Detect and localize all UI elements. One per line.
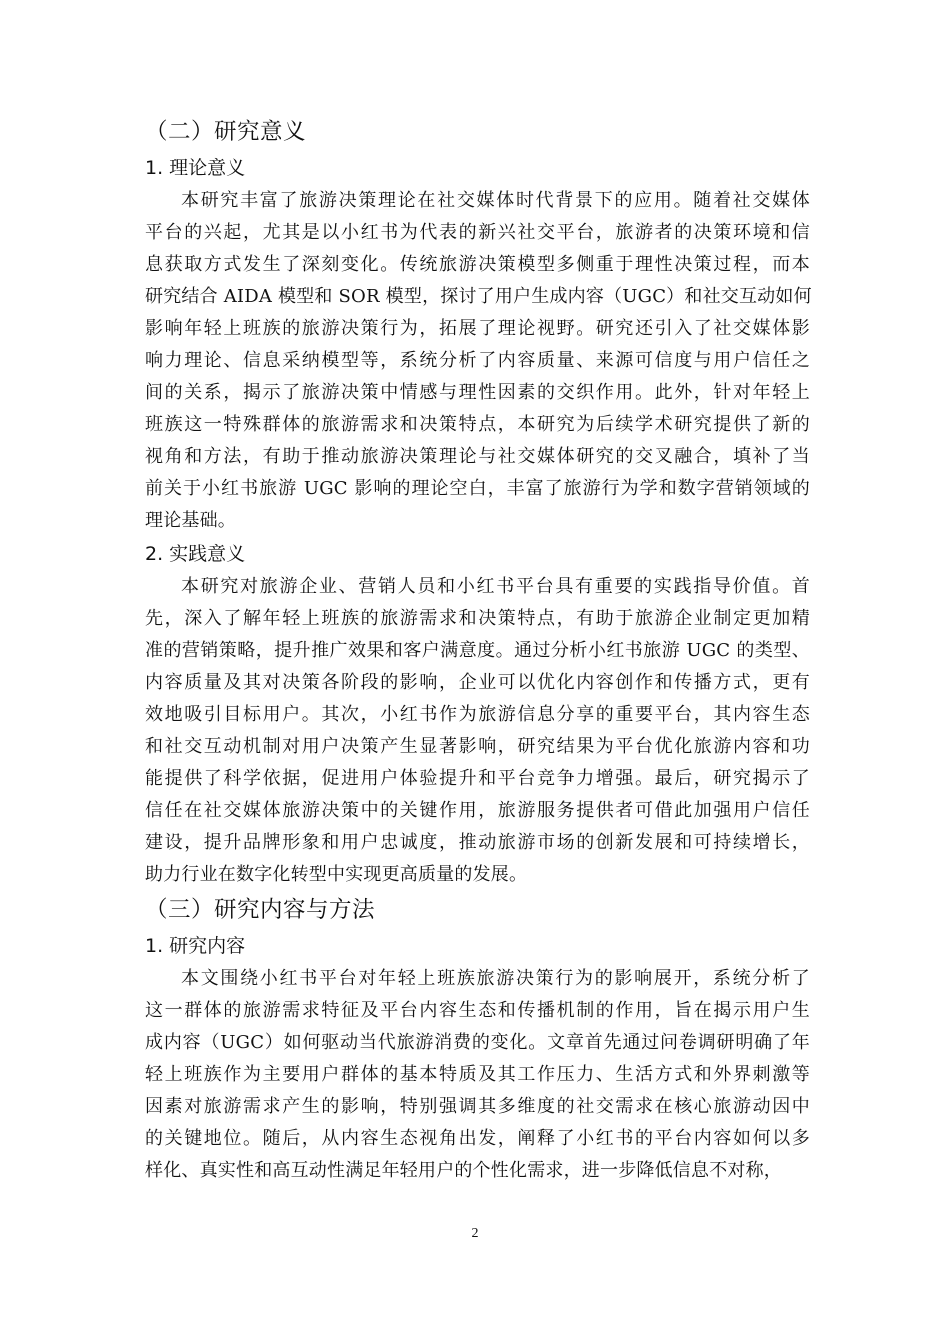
text-line: 准的营销策略，提升推广效果和客户满意度。通过分析小红书旅游 UGC 的类型、	[145, 640, 810, 661]
text-line: 因素对旅游需求产生的影响，特别强调其多维度的社交需求在核心旅游动因中	[145, 1096, 810, 1117]
text-line: 信任在社交媒体旅游决策中的关键作用，旅游服务提供者可借此加强用户信任	[145, 800, 810, 821]
paragraph	[145, 963, 810, 1187]
text-line: 这一群体的旅游需求特征及平台内容生态和传播机制的作用，旨在揭示用户生	[145, 1000, 810, 1021]
subsection-heading: 1. 研究内容	[145, 935, 246, 957]
text-line: 影响年轻上班族的旅游决策行为，拓展了理论视野。研究还引入了社交媒体影	[145, 318, 810, 339]
text-line: 轻上班族作为主要用户群体的基本特质及其工作压力、生活方式和外界刺激等	[145, 1064, 810, 1085]
text-line: 本文围绕小红书平台对年轻上班族旅游决策行为的影响展开，系统分析了	[181, 968, 810, 989]
text-line: 研究结合 AIDA 模型和 SOR 模型，探讨了用户生成内容（UGC）和社交互动如何	[145, 286, 812, 307]
text-line: 建设，提升品牌形象和用户忠诚度，推动旅游市场的创新发展和可持续增长，	[145, 832, 810, 853]
subsection-heading: 1. 理论意义	[145, 157, 246, 179]
text-line: 前关于小红书旅游 UGC 影响的理论空白，丰富了旅游行为学和数字营销领域的	[145, 478, 810, 499]
text-line: 本研究对旅游企业、营销人员和小红书平台具有重要的实践指导价值。首	[181, 576, 810, 597]
text-line: 先，深入了解年轻上班族的旅游需求和决策特点，有助于旅游企业制定更加精	[145, 608, 810, 629]
text-line: 息获取方式发生了深刻变化。传统旅游决策模型多侧重于理性决策过程，而本	[145, 254, 810, 275]
page-number: 2	[471, 1226, 479, 1241]
text-line: 和社交互动机制对用户决策产生显著影响，研究结果为平台优化旅游内容和功	[145, 736, 810, 757]
section-heading: （三）研究内容与方法	[145, 897, 376, 923]
text-line: 平台的兴起，尤其是以小红书为代表的新兴社交平台，旅游者的决策环境和信	[145, 222, 810, 243]
text-line: 理论基础。	[145, 510, 236, 531]
page-content	[145, 113, 810, 1187]
paragraph	[145, 185, 810, 537]
subsection-heading: 2. 实践意义	[145, 543, 246, 565]
text-line: 响力理论、信息采纳模型等，系统分析了内容质量、来源可信度与用户信任之	[145, 350, 810, 371]
text-line: 班族这一特殊群体的旅游需求和决策特点，本研究为后续学术研究提供了新的	[145, 414, 810, 435]
text-line: 成内容（UGC）如何驱动当代旅游消费的变化。文章首先通过问卷调研明确了年	[145, 1032, 810, 1053]
text-line: 间的关系，揭示了旅游决策中情感与理性因素的交织作用。此外，针对年轻上	[145, 382, 810, 403]
text-line: 本研究丰富了旅游决策理论在社交媒体时代背景下的应用。随着社交媒体	[181, 190, 810, 211]
paragraph	[145, 571, 810, 891]
text-line: 视角和方法，有助于推动旅游决策理论与社交媒体研究的交叉融合，填补了当	[145, 446, 810, 467]
section-heading: （二）研究意义	[145, 119, 307, 145]
text-line: 样化、真实性和高互动性满足年轻用户的个性化需求，进一步降低信息不对称，	[145, 1160, 782, 1181]
text-line: 助力行业在数字化转型中实现更高质量的发展。	[145, 864, 528, 885]
text-line: 能提供了科学依据，促进用户体验提升和平台竞争力增强。最后，研究揭示了	[145, 768, 810, 789]
text-line: 效地吸引目标用户。其次，小红书作为旅游信息分享的重要平台，其内容生态	[145, 704, 810, 725]
text-line: 的关键地位。随后，从内容生态视角出发，阐释了小红书的平台内容如何以多	[145, 1128, 810, 1149]
text-line: 内容质量及其对决策各阶段的影响，企业可以优化内容创作和传播方式，更有	[145, 672, 810, 693]
